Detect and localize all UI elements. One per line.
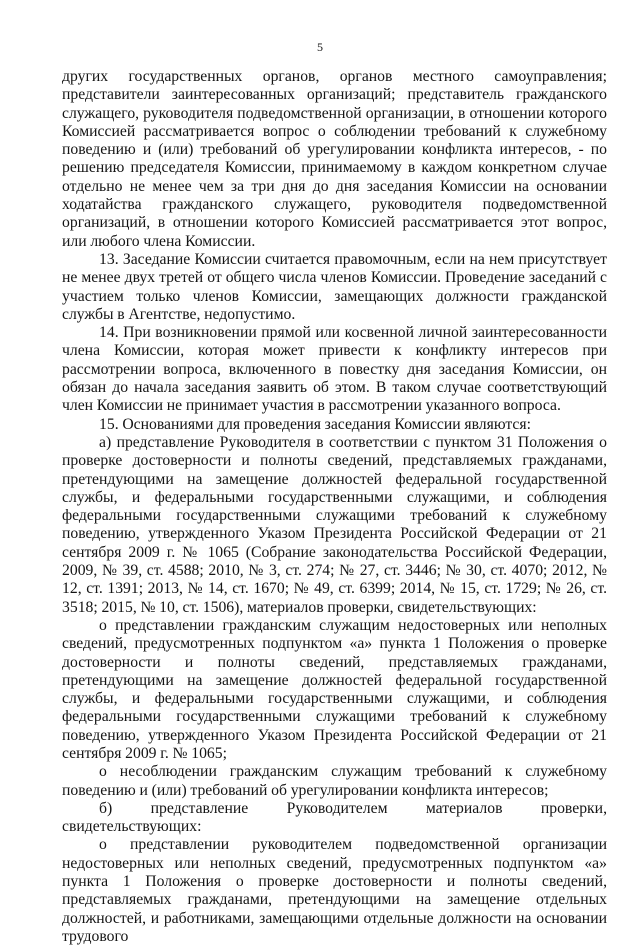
paragraph-14: 14. При возникновении прямой или косвенной личной заинтересованности члена Комиссии, которая может привести к конфликту интересов при рассмотрении вопроса, включенного в повестку дня заседания Комиссии, он обязан до начала заседания заявить об этом. В таком случае соответствующий член Комиссии не принимает участия в рассмотрении указанного вопроса. (62, 324, 607, 415)
paragraph-13: 13. Заседание Комиссии считается правомочным, если на нем присутствует не менее двух третей от общего числа членов Комиссии. Проведение заседаний с участием только членов Комиссии, замещающих должности гражданской службы в Агентстве, недопустимо. (62, 250, 607, 323)
page-number: 5 (317, 40, 323, 54)
paragraph-15: 15. Основаниями для проведения заседания Комиссии являются: (99, 415, 531, 433)
paragraph-15b: б) представление Руководителем материалов проверки, свидетельствующих: (62, 799, 607, 836)
paragraph-15a: а) представление Руководителя в соответствии с пунктом 31 Положения о проверке достоверности и полноты сведений, представляемых гражданами, претендующими на замещение должностей федеральной государственной службы, и федеральными государственными служащими, и соблюдения федеральными государственными служащими требований к служебному поведению, утвержденного Указом Президента Российской Федерации от 21 сентября 2009 г. № 1065 (Собрание законодательства Российской Федерации, 2009, № 39, ст. 4588; 2010, № 3, ст. 274; № 27, ст. 3446; № 30, ст. 4070; 2012, № 12, ст. 1391; 2013, № 14, ст. 1670; № 49, ст. 6399; 2014, № 15, ст. 1729; № 26, ст. 3518; 2015, № 10, ст. 1506), материалов проверки, свидетельствующих: (62, 433, 607, 616)
document-body (62, 68, 607, 946)
paragraph-15a-item-2: о несоблюдении гражданским служащим требований к служебному поведению и (или) требований об урегулировании конфликта интересов; (62, 763, 607, 799)
paragraph-15a-item-1: о представлении гражданским служащим недостоверных или неполных сведений, предусмотренных подпунктом «а» пункта 1 Положения о проверке достоверности и полноты сведений, представляемых гражданами, претендующими на замещение должностей федеральной государственной службы, и федеральными государственными служащими, и соблюдения федеральными государственными служащими требований к служебному поведению, утвержденного Указом Президента Российской Федерации от 21 сентября 2009 г. № 1065; (62, 616, 607, 762)
paragraph-15b-item-1: о представлении руководителем подведомственной организации недостоверных или неполных сведений, предусмотренных подпунктом «а» пункта 1 Положения о проверке достоверности и полноты сведений, представляемых гражданами, претендующими на замещение отдельных должностей, и работниками, замещающими отдельные должности на основании трудового (62, 836, 607, 945)
paragraph-continuation: других государственных органов, органов местного самоуправления; представители заинтересованных организаций; представитель гражданского служащего, руководителя подведомственной организации, в отношении которого Комиссией рассматривается вопрос о соблюдении требований к служебному поведению и (или) требований об урегулировании конфликта интересов, - по решению председателя Комиссии, принимаемому в каждом конкретном случае отдельно не менее чем за три дня до дня заседания Комиссии на основании ходатайства гражданского служащего, руководителя подведомственной организаций, в отношении которого Комиссией рассматривается этот вопрос, или любого члена Комиссии. (62, 68, 607, 250)
